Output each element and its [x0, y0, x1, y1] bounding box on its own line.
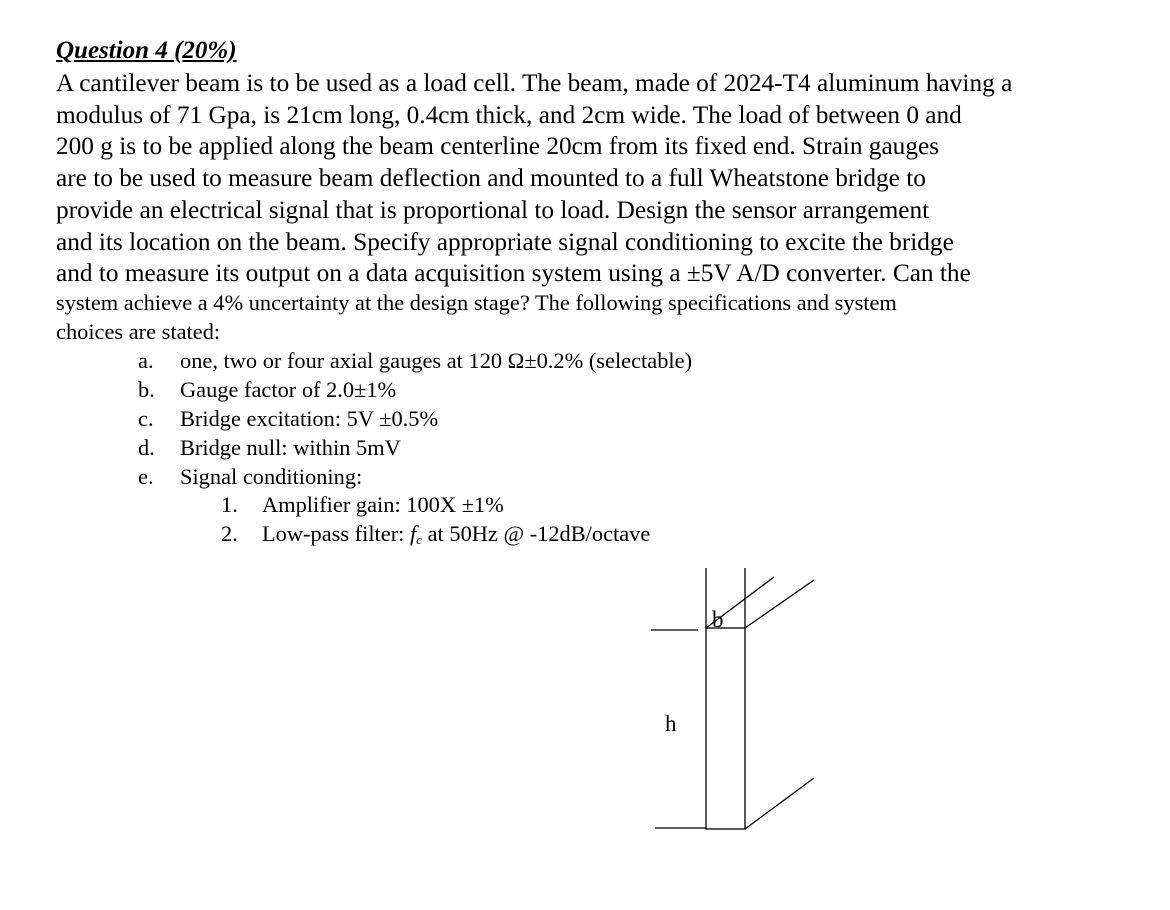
body-line: A cantilever beam is to be used as a load cell. The beam, made of 2024-T4 aluminum having a [56, 69, 1013, 97]
spec-item: Bridge excitation: 5V ±0.5% [180, 406, 439, 431]
width-label-b: b [712, 607, 724, 632]
body-line: choices are stated: [56, 319, 221, 344]
list-marker: 1. [221, 492, 238, 517]
beam-top-right-edge [745, 580, 814, 628]
question-heading: Question 4 (20%) [56, 37, 237, 64]
spec-item: one, two or four axial gauges at 120 Ω±0.2% (selectable) [180, 348, 693, 373]
body-line: system achieve a 4% uncertainty at the design stage? The following specifications and system [56, 290, 897, 315]
list-marker: c. [138, 406, 154, 431]
conditioning-item: Amplifier gain: 100X ±1% [262, 492, 504, 517]
list-marker: 2. [221, 521, 238, 546]
body-line: modulus of 71 Gpa, is 21cm long, 0.4cm thick, and 2cm wide. The load of between 0 and [56, 100, 962, 129]
beam-front-face [706, 628, 745, 829]
body-line: and its location on the beam. Specify appropriate signal conditioning to excite the bridge [56, 227, 954, 256]
cutoff-frequency-symbol: $f_c$ [410, 521, 423, 547]
filter-suffix: at 50Hz @ -12dB/octave [422, 521, 651, 546]
filter-prefix: Low-pass filter: [262, 521, 410, 546]
body-line: 200 g is to be applied along the beam centerline 20cm from its fixed end. Strain gauges [56, 132, 940, 161]
list-marker: b. [138, 377, 155, 402]
list-marker: a. [138, 348, 154, 373]
body-line: and to measure its output on a data acquisition system using a ±5V A/D converter. Can the [56, 259, 971, 288]
list-marker: d. [138, 435, 155, 460]
height-label-h: h [665, 711, 677, 736]
body-line: provide an electrical signal that is proportional to load. Design the sensor arrangement [56, 195, 930, 224]
spec-item: Signal conditioning: [180, 464, 363, 489]
list-marker: e. [138, 464, 154, 489]
spec-item: Bridge null: within 5mV [180, 435, 401, 460]
body-line: are to be used to measure beam deflection and mounted to a full Wheatstone bridge to [56, 164, 926, 193]
beam-bottom-edge [745, 778, 814, 829]
spec-item: Gauge factor of 2.0±1% [180, 377, 397, 402]
